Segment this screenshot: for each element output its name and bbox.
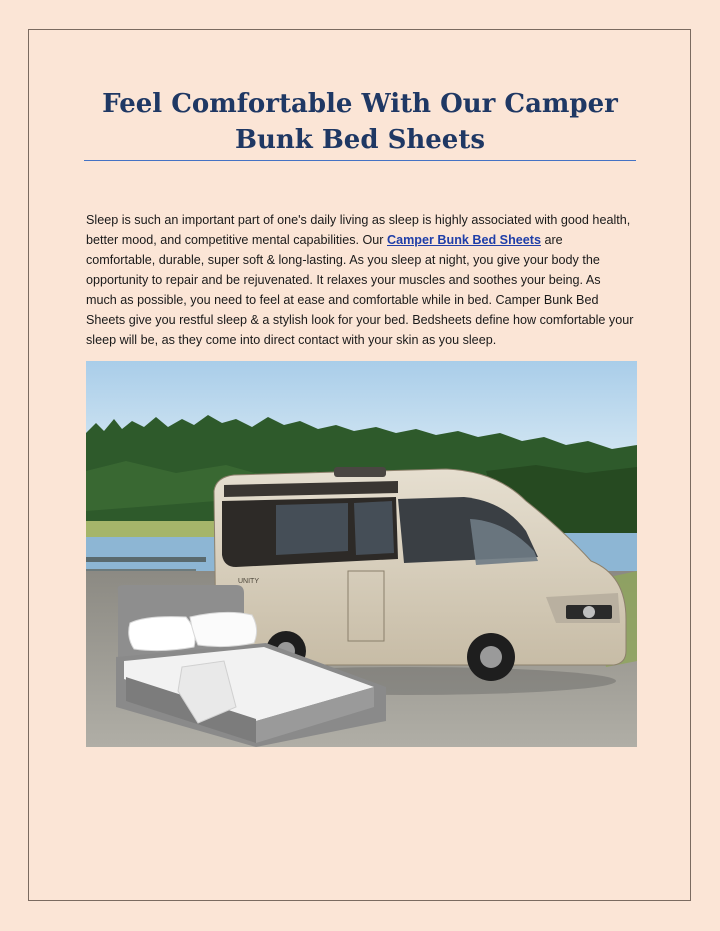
intro-paragraph [86, 210, 634, 350]
title-line-1: Feel Comfortable With Our Camper [102, 89, 618, 119]
paragraph-text-start: Sleep is such an important part of one's daily living as sleep is highly associated with good health, better mood, and competitive mental capabilities. Our [86, 213, 631, 247]
rv-bed-illustration [86, 361, 637, 747]
hero-image [86, 361, 637, 747]
title-line-2: Bunk Bed Sheets [234, 125, 485, 155]
page-title [84, 86, 636, 158]
rv-badge: UNITY [238, 578, 259, 585]
camper-bunk-bed-sheets-link[interactable]: Camper Bunk Bed Sheets [387, 233, 541, 247]
paragraph-text-end: are comfortable, durable, super soft & long-lasting. As you sleep at night, you give your body the opportunity to repair and be rejuvenated. It relaxes your muscles and soothes your being. As much as possible, you need to feel at ease and comfortable while in bed. Camper Bunk Bed Sheets give you restful sleep & a stylish look for your bed. Bedsheets define how comfortable your sleep will be, as they come into direct contact with your skin as you sleep. [86, 233, 634, 347]
title-divider [84, 160, 636, 161]
